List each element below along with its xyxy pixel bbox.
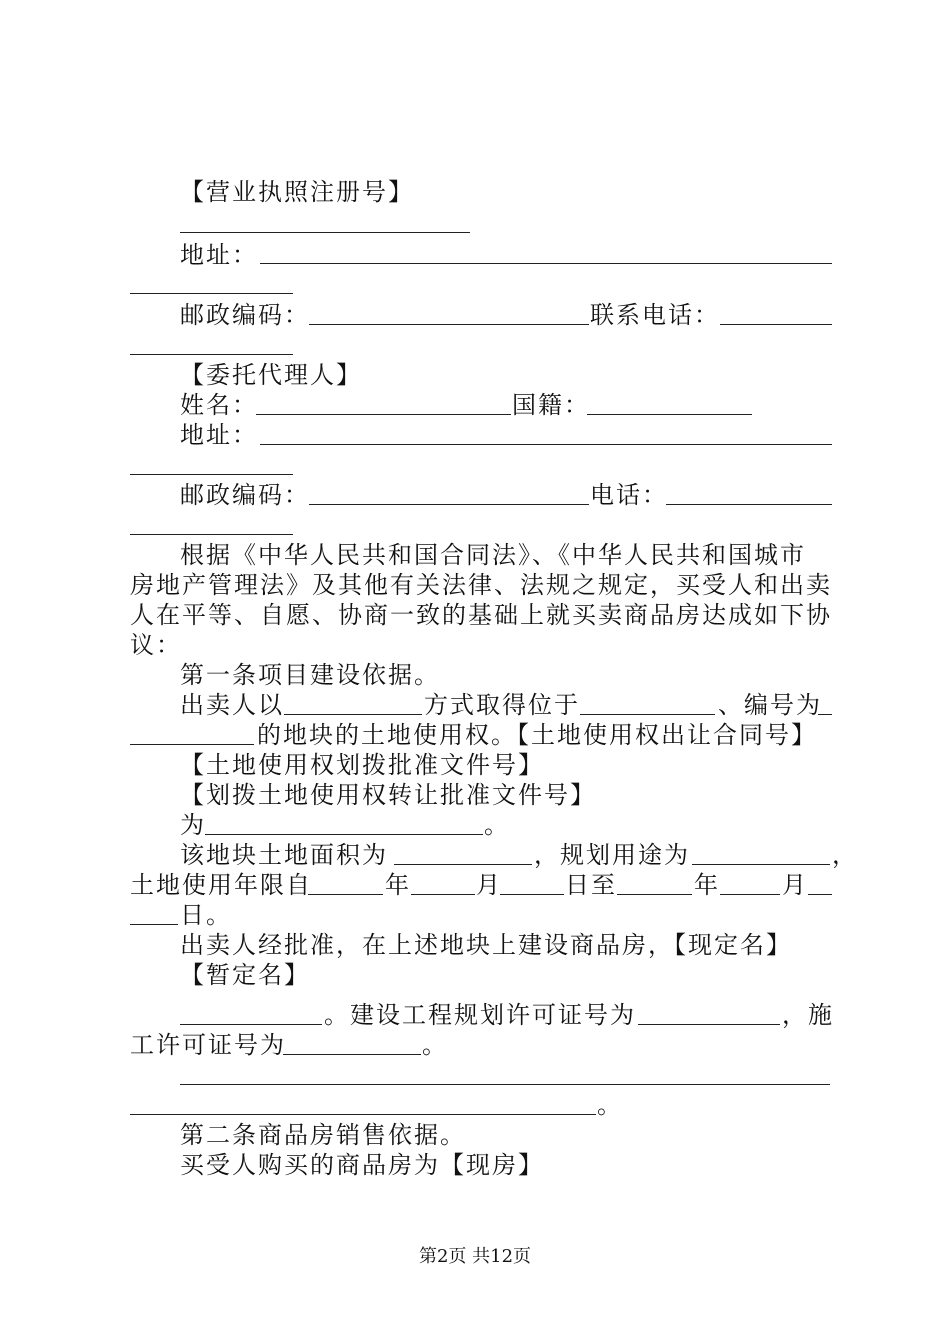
comma-text: ，: [832, 841, 858, 869]
agent-postcode-label: 邮政编码：: [180, 481, 310, 509]
contact-phone-blank[interactable]: [720, 324, 832, 325]
land-area-blank[interactable]: [394, 864, 532, 865]
located-at-text: 方式取得位于: [424, 691, 580, 719]
construction-permit-blank[interactable]: [283, 1054, 421, 1055]
day-end-text: 日。: [180, 901, 232, 929]
planned-use-text: ，规划用途为: [534, 841, 690, 869]
period2-text: 。: [422, 1031, 448, 1059]
agent-phone-blank[interactable]: [666, 504, 832, 505]
end-day-blank-continued[interactable]: [130, 924, 178, 925]
agent-name-blank[interactable]: [256, 414, 511, 415]
planning-permit-blank[interactable]: [638, 1024, 780, 1025]
address-blank[interactable]: [260, 263, 832, 264]
land-use-right-text: 的地块的土地使用权。【土地使用权出让合同号】: [257, 721, 817, 749]
month-text: 月: [476, 871, 502, 899]
numbered-as-text: 、编号为: [718, 691, 822, 719]
law-basis-line-4: 议：: [130, 631, 182, 659]
agent-nationality-label: 国籍：: [512, 391, 590, 419]
agent-address-label: 地址：: [180, 421, 258, 449]
agent-postcode-blank[interactable]: [309, 504, 589, 505]
license-registration-blank[interactable]: [180, 232, 470, 233]
license-registration-label: 【营业执照注册号】: [180, 178, 414, 206]
transfer-doc-label: 【划拨土地使用权转让批准文件号】: [180, 781, 596, 809]
period3-text: 。: [597, 1091, 623, 1119]
day-to-text: 日至: [565, 871, 617, 899]
end-month-blank[interactable]: [720, 894, 780, 895]
additional-blank-line-1[interactable]: [180, 1084, 830, 1085]
law-basis-line-3: 人在平等、自愿、协商一致的基础上就买卖商品房达成如下协: [130, 601, 832, 629]
land-area-text: 该地块土地面积为: [180, 841, 388, 869]
temp-name-label: 【暂定名】: [180, 961, 310, 989]
is-text: 为: [180, 811, 206, 839]
article-1-title: 第一条项目建设依据。: [180, 661, 440, 689]
address-blank-continued[interactable]: [130, 293, 293, 294]
period-text: 。: [484, 811, 510, 839]
allocation-doc-label: 【土地使用权划拨批准文件号】: [180, 751, 544, 779]
location-blank[interactable]: [580, 714, 715, 715]
planning-permit-text: 。建设工程规划许可证号为: [324, 1001, 636, 1029]
address-label: 地址：: [180, 241, 258, 269]
agent-name-label: 姓名：: [180, 391, 258, 419]
land-term-text: 土地使用年限自: [130, 871, 312, 899]
law-basis-line-1: 根据《中华人民共和国合同法》、《中华人民共和国城市: [180, 541, 806, 569]
month2-text: 月: [782, 871, 808, 899]
start-month-blank[interactable]: [411, 894, 475, 895]
contact-phone-label: 联系电话：: [590, 301, 720, 329]
contract-number-blank[interactable]: [205, 834, 483, 835]
contact-phone-blank-continued[interactable]: [130, 354, 293, 355]
acquisition-method-blank[interactable]: [284, 714, 422, 715]
agent-nationality-blank[interactable]: [587, 414, 752, 415]
buyer-purchase-text: 买受人购买的商品房为【现房】: [180, 1151, 544, 1179]
seller-approved-text: 出卖人经批准，在上述地块上建设商品房，【现定名】: [180, 931, 792, 959]
additional-blank-line-2[interactable]: [130, 1114, 596, 1115]
plot-number-blank[interactable]: [818, 714, 832, 715]
planned-use-blank[interactable]: [692, 864, 830, 865]
agent-address-blank-continued[interactable]: [130, 474, 293, 475]
comma-construction-text: ，施: [782, 1001, 834, 1029]
year-text: 年: [385, 871, 411, 899]
postcode-label: 邮政编码：: [180, 301, 310, 329]
seller-by-text: 出卖人以: [180, 691, 284, 719]
construction-permit-text: 工许可证号为: [130, 1031, 286, 1059]
agent-phone-label: 电话：: [590, 481, 668, 509]
start-year-blank[interactable]: [308, 894, 383, 895]
law-basis-line-2: 房地产管理法》及其他有关法律、法规之规定，买受人和出卖: [130, 571, 832, 599]
plot-number-blank-continued[interactable]: [130, 744, 254, 745]
agent-heading: 【委托代理人】: [180, 361, 362, 389]
agent-address-blank[interactable]: [260, 444, 832, 445]
end-year-blank[interactable]: [617, 894, 692, 895]
year2-text: 年: [694, 871, 720, 899]
project-name-blank[interactable]: [180, 1024, 322, 1025]
postcode-blank[interactable]: [309, 324, 589, 325]
start-day-blank[interactable]: [500, 894, 564, 895]
agent-phone-blank-continued[interactable]: [130, 534, 293, 535]
page-footer: 第2页 共12页: [418, 1246, 532, 1267]
end-day-blank[interactable]: [808, 894, 832, 895]
article-2-title: 第二条商品房销售依据。: [180, 1121, 466, 1149]
